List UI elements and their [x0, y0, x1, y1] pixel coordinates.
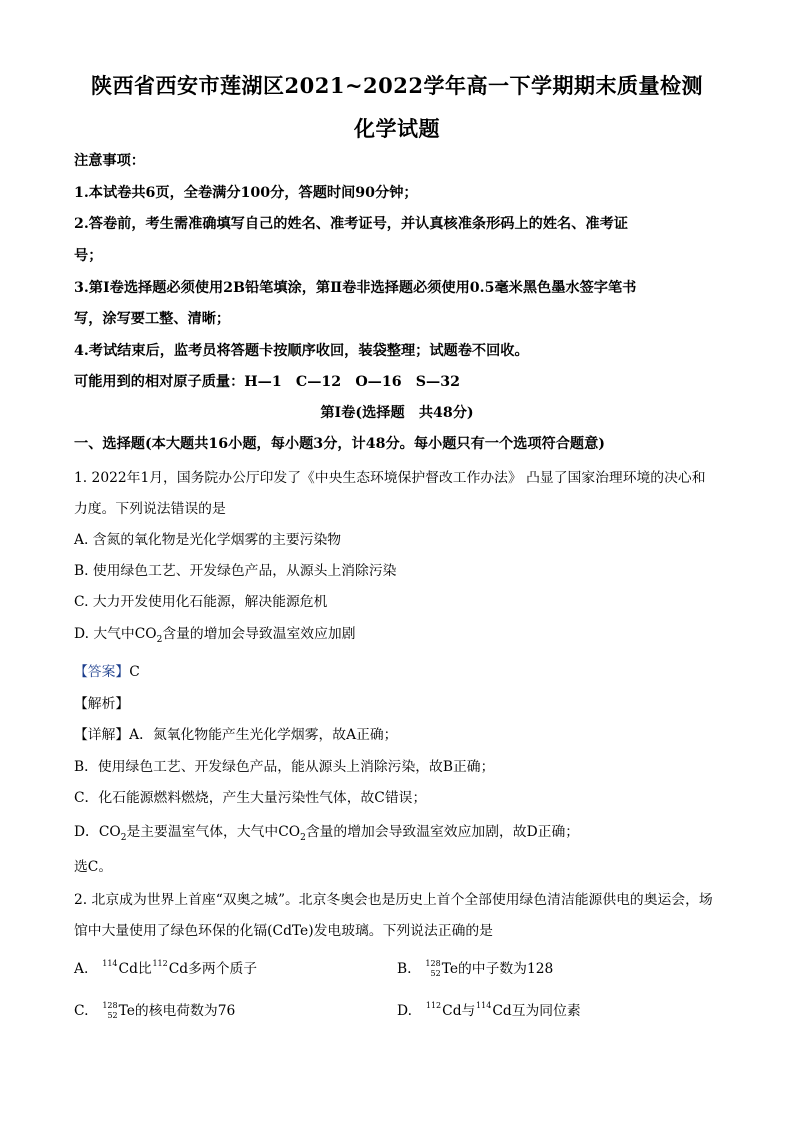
q1-option-c: C. 大力开发使用化石能源，解决能源危机 [74, 594, 328, 610]
q1-detail-1: 【详解】A．氮氧化物能产生光化学烟雾，故A正确； [74, 727, 398, 743]
q2-option-b: B. 128 52 Te的中子数为128 [397, 958, 554, 978]
note-2-cont: 号； [74, 248, 103, 264]
note-3-cont: 写，涂写要工整、清晰； [74, 311, 231, 327]
note-2: 2.答卷前，考生需准确填写自己的姓名、准考证号，并认真核准条形码上的姓名、准考证 [74, 216, 628, 232]
q2-option-d: D. 112 Cd与 114 Cd互为同位素 [397, 1000, 581, 1019]
te128-isotope: 128 52 [425, 958, 441, 978]
exam-title: 陕西省西安市莲湖区2021~2022学年高一下学期期末质量检测 [91, 73, 703, 98]
cd114-isotope: 114 [476, 1000, 492, 1010]
q2-option-a: A. 114 Cd比 112 Cd多两个质子 [74, 958, 258, 977]
q1-option-d [74, 622, 356, 645]
q1-option-d-prefix: D. 大气中 [74, 626, 135, 642]
answer-value: C [129, 664, 140, 680]
q2-option-c: C. 128 52 Te的核电荷数为76 [74, 1000, 236, 1020]
cd114-isotope: 114 [102, 958, 118, 968]
note-3: 3.第Ⅰ卷选择题必须使用2B铅笔填涂，第Ⅱ卷非选择题必须使用0.5毫米黑色墨水签字笔书 [74, 280, 637, 296]
co2-formula: $CO_2$ [278, 824, 306, 843]
te128-isotope: 128 52 [102, 1000, 118, 1020]
analysis-label: 【解析】 [74, 696, 130, 712]
q1-stem-line2: 力度。下列说法错误的是 [74, 501, 226, 517]
atomic-mass-line: 可能用到的相对原子质量：H—1 C—12 O—16 S—32 [74, 374, 460, 390]
co2-formula: $CO_2$ [98, 824, 127, 843]
q1-option-a: A. 含氮的氧化物是光化学烟雾的主要污染物 [74, 532, 342, 548]
q1-answer [74, 660, 140, 680]
section-title: 第Ⅰ卷(选择题 共48分) [320, 405, 474, 421]
note-1: 1.本试卷共6页，全卷满分100分，答题时间90分钟； [74, 185, 418, 201]
q2-stem-line2: 馆中大量使用了绿色环保的化镉(CdTe)发电玻璃。下列说法正确的是 [74, 923, 493, 939]
exam-subtitle: 化学试题 [354, 116, 440, 141]
cd112-isotope: 112 [152, 958, 168, 968]
q2-stem-line1: 2. 北京成为世界上首座“双奥之城”。北京冬奥会也是历史上首个全部使用绿色清洁能源供电的奥运会，场 [74, 892, 713, 908]
notes-heading: 注意事项： [74, 153, 145, 169]
note-4: 4.考试结束后，监考员将答题卡按顺序收回，装袋整理；试题卷不回收。 [74, 343, 529, 359]
q1-choose: 选C。 [74, 859, 113, 875]
q1-option-d-suffix: 含量的增加会导致温室效应加剧 [162, 626, 356, 642]
cd112-isotope: 112 [425, 1000, 442, 1010]
q1-detail-3: C．化石能源燃料燃烧，产生大量污染性气体，故C错误； [74, 790, 427, 806]
co2-formula: $CO_2$ [134, 626, 163, 645]
answer-label: 【答案】 [74, 664, 130, 680]
q1-stem-line1: 1. 2022年1月，国务院办公厅印发了《中央生态环境保护督改工作办法》 凸显了国家治理环境的决心和 [74, 470, 706, 486]
q1-detail-4: D．$CO_2$是主要温室气体，大气中$CO_2$含量的增加会导致温室效应加剧，故D正确； [74, 824, 580, 843]
q1-detail-2: B．使用绿色工艺、开发绿色产品，能从源头上消除污染，故B正确； [74, 759, 495, 775]
section-instruction: 一、选择题(本大题共16小题，每小题3分，计48分。每小题只有一个选项符合题意) [74, 436, 605, 452]
q1-option-b: B. 使用绿色工艺、开发绿色产品，从源头上消除污染 [74, 563, 397, 579]
